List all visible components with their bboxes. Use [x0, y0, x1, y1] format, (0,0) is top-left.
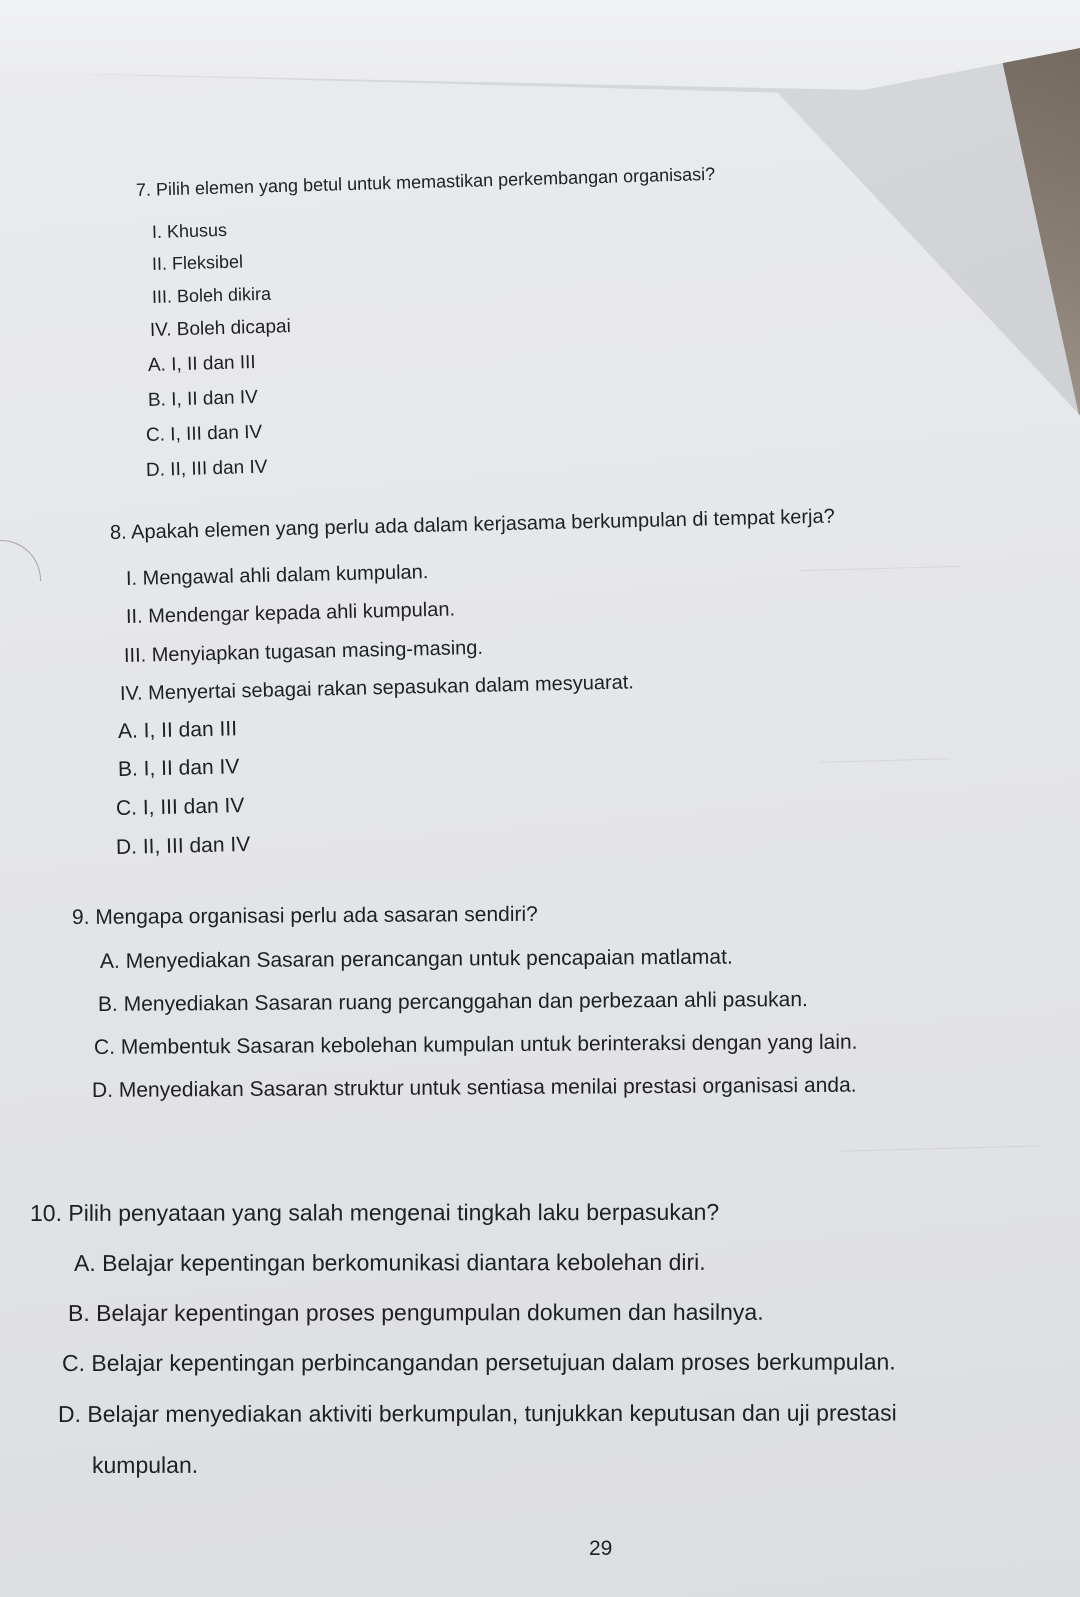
- question-10-option-c: C. Belajar kepentingan perbincangandan persetujuan dalam proses berkumpulan.: [61, 1348, 896, 1376]
- question-7-statement-1: I. Khusus: [151, 219, 228, 242]
- page-number: 29: [589, 1537, 613, 1560]
- question-7-option-d: D. II, III dan IV: [145, 456, 268, 481]
- question-8-option-d: D. II, III dan IV: [115, 832, 251, 859]
- question-7-statement-3: III. Boleh dikira: [151, 283, 272, 307]
- question-7-statement-2: II. Fleksibel: [151, 251, 244, 274]
- question-7-text: 7. Pilih elemen yang betul untuk memastikan perkembangan organisasi?: [135, 163, 716, 200]
- question-9-text: 9. Mengapa organisasi perlu ada sasaran sendiri?: [71, 902, 538, 929]
- question-8-statement-1: I. Mengawal ahli dalam kumpulan.: [125, 561, 429, 590]
- question-8-option-a: A. I, II dan III: [117, 717, 238, 743]
- question-10-option-d: D. Belajar menyediakan aktiviti berkumpulan, tunjukkan keputusan dan uji prestasi: [57, 1399, 897, 1427]
- question-10-text: 10. Pilih penyataan yang salah mengenai tingkah laku berpasukan?: [29, 1198, 720, 1226]
- question-10-option-b: B. Belajar kepentingan proses pengumpulan dokumen dan hasilnya.: [67, 1298, 764, 1326]
- question-7-option-c: C. I, III dan IV: [145, 421, 263, 446]
- question-7-statement-4: IV. Boleh dicapai: [149, 316, 292, 341]
- question-9-option-c: C. Membentuk Sasaran kebolehan kumpulan untuk berinteraksi dengan yang lain.: [93, 1030, 858, 1059]
- question-8-statement-2: II. Mendengar kepada ahli kumpulan.: [125, 598, 456, 628]
- question-7-option-b: B. I, II dan IV: [147, 386, 259, 411]
- question-9-option-b: B. Menyediakan Sasaran ruang percanggahan dan perbezaan ahli pasukan.: [97, 988, 808, 1016]
- question-8-statement-3: III. Menyiapkan tugasan masing-masing.: [123, 636, 484, 667]
- question-8-text: 8. Apakah elemen yang perlu ada dalam kerjasama berkumpulan di tempat kerja?: [109, 505, 835, 544]
- question-9-option-a: A. Menyediakan Sasaran perancangan untuk pencapaian matlamat.: [99, 945, 733, 973]
- question-7-option-a: A. I, II dan III: [147, 351, 256, 376]
- question-10-option-d-continued: kumpulan.: [91, 1451, 199, 1478]
- question-8-option-b: B. I, II dan IV: [117, 755, 240, 781]
- question-8-option-c: C. I, III dan IV: [115, 794, 245, 820]
- question-8-statement-4: IV. Menyertai sebagai rakan sepasukan dalam mesyuarat.: [119, 671, 635, 705]
- question-10-option-a: A. Belajar kepentingan berkomunikasi diantara kebolehan diri.: [73, 1248, 706, 1276]
- question-9-option-d: D. Menyediakan Sasaran struktur untuk sentiasa menilai prestasi organisasi anda.: [91, 1073, 857, 1102]
